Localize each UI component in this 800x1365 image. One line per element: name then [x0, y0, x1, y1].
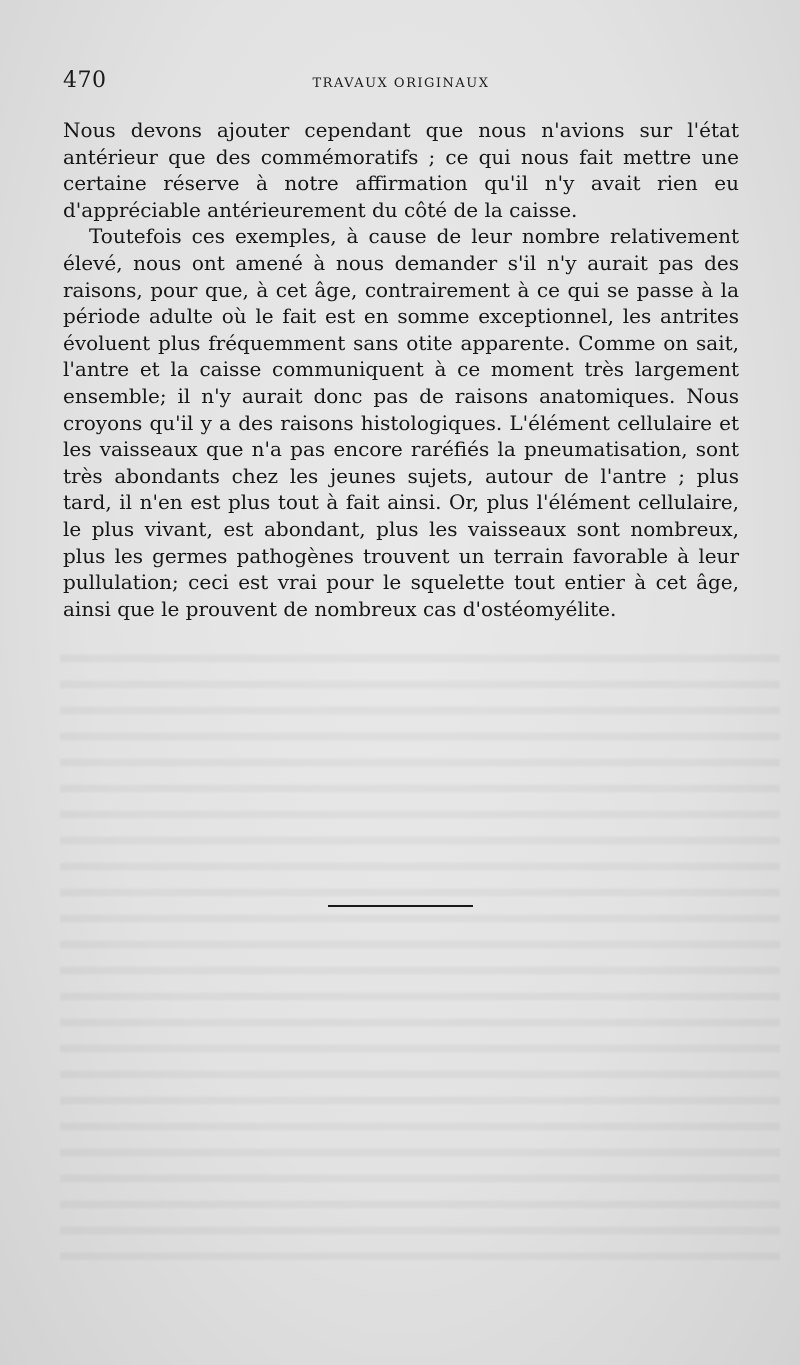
- paragraph-2: Toutefois ces exemples, à cause de leur nombre relativement élevé, nous ont amené à nous demander s'il n'y aurait pas des raisons, pour que, à cet âge, contrairement à ce qui se passe à la période adulte où le fait est en somme exceptionnel, les antrites évoluent plus fréquemment sans otite apparente. Comme on sait, l'antre et la caisse communiquent à ce moment très largement ensemble; il n'y aurait donc pas de raisons anatomiques. Nous croyons qu'il y a des raisons histologiques. L'élément cellulaire et les vaisseaux que n'a pas encore raréfiés la pneumatisation, sont très abondants chez les jeunes sujets, autour de l'antre ; plus tard, il n'en est plus tout à fait ainsi. Or, plus l'élément cellulaire, le plus vivant, est abondant, plus les vaisseaux sont nombreux, plus les germes pathogènes trouvent un terrain favorable à leur pullulation; ceci est vrai pour le squelette tout entier à cet âge, ainsi que le prouvent de nombreux cas d'ostéomyélite.: [63, 224, 739, 621]
- page-header: [63, 68, 739, 104]
- running-head: TRAVAUX ORIGINAUX: [312, 76, 490, 91]
- page-number: 470: [63, 68, 107, 93]
- section-end-rule: [328, 905, 473, 907]
- body-text: [63, 117, 739, 622]
- show-through-text: [60, 640, 780, 1260]
- paragraph-1: Nous devons ajouter cependant que nous n'avions sur l'état antérieur que des commémoratifs ; ce qui nous fait mettre une certaine réserve à notre affirmation qu'il n'y avait rien eu d'appréciable antérieurement du côté de la caisse.: [63, 118, 739, 222]
